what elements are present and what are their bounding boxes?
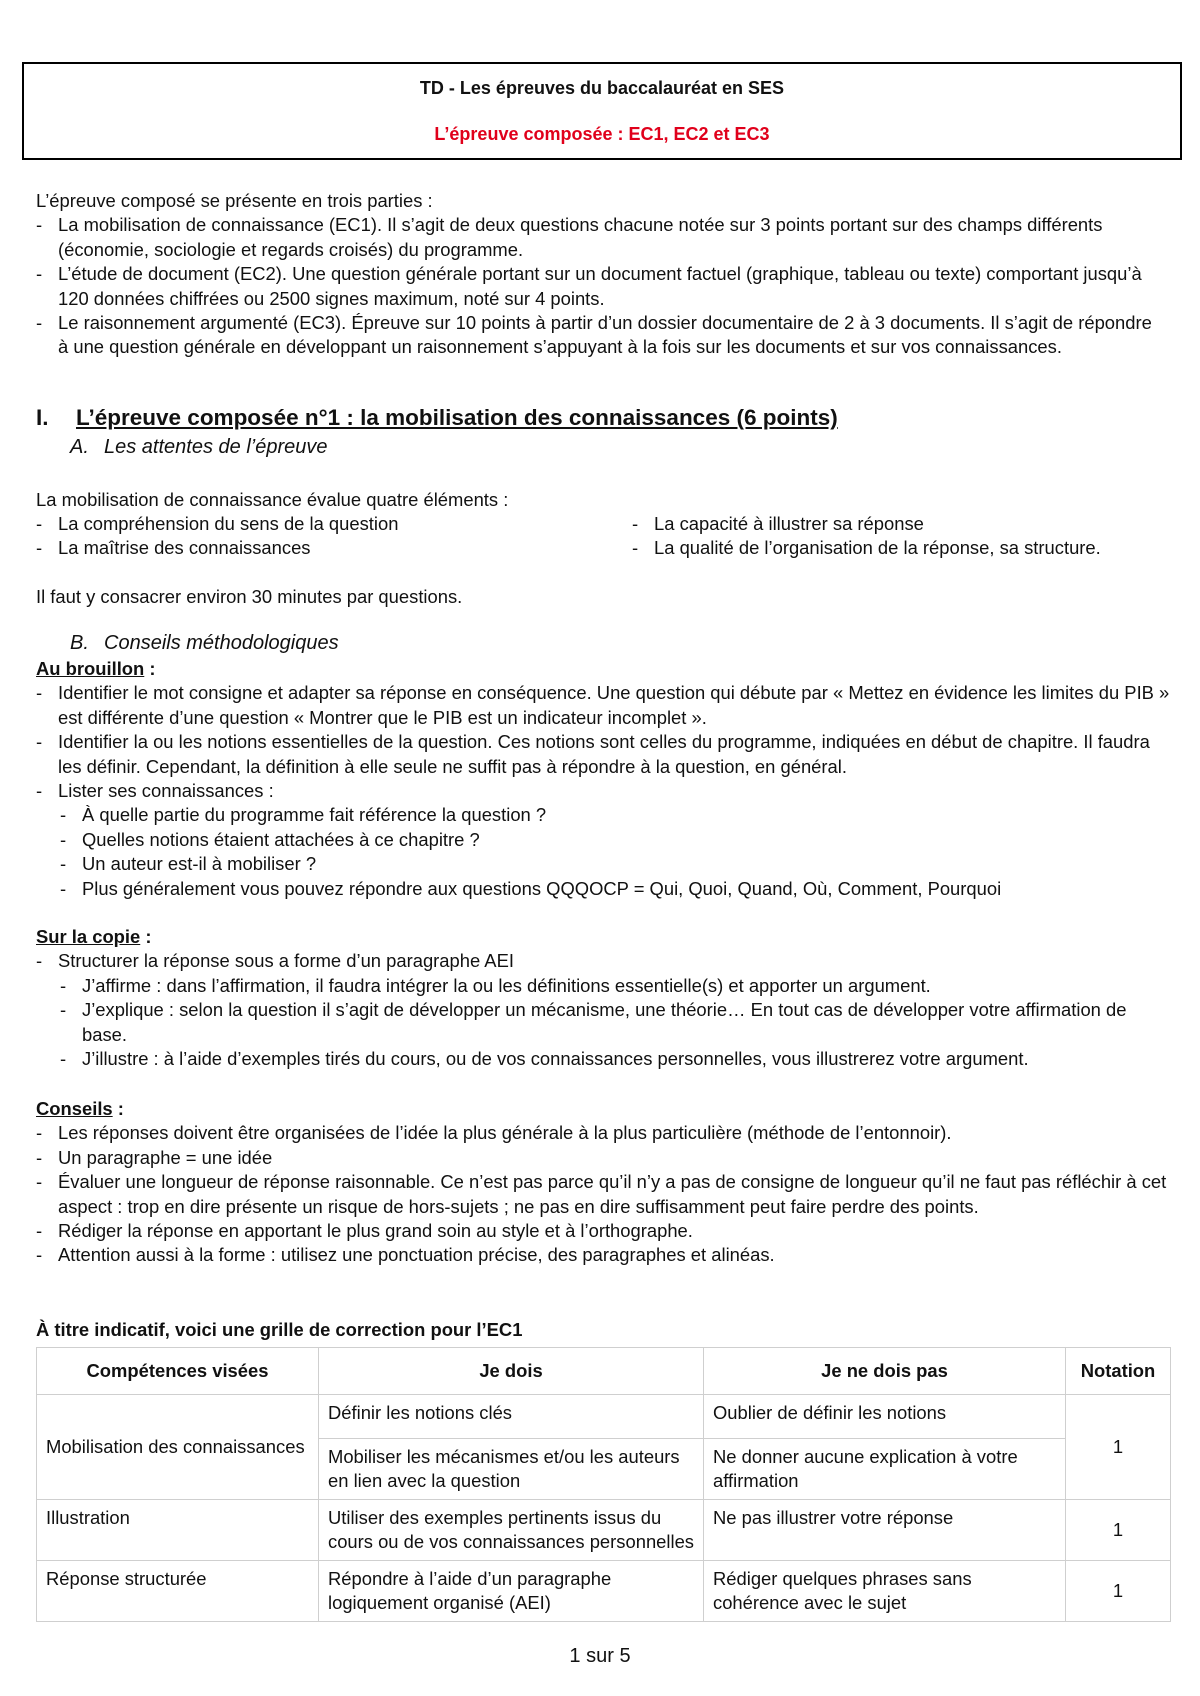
section-heading-1: [36, 405, 838, 431]
table-cell: Ne donner aucune explication à votre affirmation: [704, 1439, 1066, 1500]
list-item: - Les réponses doivent être organisées de l’idée la plus générale à la plus particulière (méthode de l’entonnoir).: [36, 1121, 1171, 1145]
list-item: - L’étude de document (EC2). Une question générale portant sur un document factuel (graphique, tableau ou texte) comportant jusqu’à 120 données chiffrées ou 2500 signes maximum, noté sur 4 points.: [36, 262, 1166, 311]
document-subtitle: L’épreuve composée : EC1, EC2 et EC3: [434, 124, 770, 144]
column-header: Je ne dois pas: [704, 1348, 1066, 1395]
table-cell: Définir les notions clés: [319, 1395, 704, 1439]
evaluation-list-left: [36, 512, 616, 561]
list-item: - La compréhension du sens de la question: [36, 512, 616, 536]
intro-section: [36, 189, 1166, 360]
table-cell: Illustration: [37, 1500, 319, 1561]
evaluation-lead: La mobilisation de connaissance évalue quatre éléments :: [36, 489, 509, 510]
evaluation-list-right: [632, 512, 1172, 561]
subsection-title: Les attentes de l’épreuve: [104, 436, 328, 458]
list-item: - Attention aussi à la forme : utilisez une ponctuation précise, des paragraphes et alinéas.: [36, 1243, 1171, 1267]
list-item: - J’affirme : dans l’affirmation, il faudra intégrer la ou les définitions essentielle(s) et apporter un argument.: [60, 974, 1171, 998]
conseils-label: Conseils :: [36, 1098, 124, 1119]
title-box: [22, 62, 1182, 160]
table-row: [37, 1500, 1171, 1561]
list-item: - Plus généralement vous pouvez répondre aux questions QQQOCP = Qui, Quoi, Quand, Où, Comment, Pourquoi: [60, 877, 1171, 901]
list-item: - La mobilisation de connaissance (EC1). Il s’agit de deux questions chacune notée sur 3 points portant sur des champs différents (économie, sociologie et regards croisés) du programme.: [36, 213, 1166, 262]
conseils-section: [36, 1097, 1171, 1268]
list-item: - Rédiger la réponse en apportant le plus grand soin au style et à l’orthographe.: [36, 1219, 1171, 1243]
column-header: Compétences visées: [37, 1348, 319, 1395]
correction-grid: [36, 1347, 1171, 1622]
document-title: TD - Les épreuves du baccalauréat en SES: [419, 78, 785, 98]
brouillon-label: Au brouillon :: [36, 658, 156, 679]
column-header: Je dois: [319, 1348, 704, 1395]
list-item: - Le raisonnement argumenté (EC3). Épreuve sur 10 points à partir d’un dossier documentaire de 2 à 3 documents. Il s’agit de répondre à une question générale en développant un raisonnement s’appuyant à la fois sur les documents et sur vos connaissances.: [36, 311, 1166, 360]
table-cell: 1: [1066, 1561, 1171, 1622]
table-cell: Répondre à l’aide d’un paragraphe logiquement organisé (AEI): [319, 1561, 704, 1622]
table-cell: Oublier de définir les notions: [704, 1395, 1066, 1439]
table-cell: Réponse structurée: [37, 1561, 319, 1622]
brouillon-section: [36, 657, 1171, 901]
time-advice: Il faut y consacrer environ 30 minutes par questions.: [36, 586, 463, 607]
table-cell: Rédiger quelques phrases sans cohérence avec le sujet: [704, 1561, 1066, 1622]
list-item: - Structurer la réponse sous a forme d’un paragraphe AEI: [36, 949, 1171, 973]
column-header: Notation: [1066, 1348, 1171, 1395]
list-item: - Quelles notions étaient attachées à ce chapitre ?: [60, 828, 1171, 852]
table-row: [37, 1561, 1171, 1622]
section-title: L’épreuve composée n°1 : la mobilisation des connaissances (6 points): [76, 405, 838, 430]
table-cell: Ne pas illustrer votre réponse: [704, 1500, 1066, 1561]
subsection-letter: B.: [70, 632, 89, 654]
subsection-title: Conseils méthodologiques: [104, 632, 339, 654]
list-item: - Un auteur est-il à mobiliser ?: [60, 852, 1171, 876]
list-item: - Identifier la ou les notions essentielles de la question. Ces notions sont celles du programme, indiquées en début de chapitre. Il faudra les définir. Cependant, la définition à elle seule ne suffit pas à répondre à la question, en général.: [36, 730, 1171, 779]
intro-lead: L’épreuve composé se présente en trois parties :: [36, 190, 433, 211]
list-item: - Évaluer une longueur de réponse raisonnable. Ce n’est pas parce qu’il n’y a pas de consigne de longueur qu’il ne faut pas réfléchir à cet aspect : trop en dire présente un risque de hors-sujets ; ne pas en dire suffisamment peut faire perdre des points.: [36, 1170, 1171, 1219]
intro-list: [36, 213, 1166, 359]
table-cell: Mobiliser les mécanismes et/ou les auteurs en lien avec la question: [319, 1439, 704, 1500]
list-item: - À quelle partie du programme fait référence la question ?: [60, 803, 1171, 827]
subsection-heading-b: [70, 632, 339, 655]
copie-label: Sur la copie :: [36, 926, 152, 947]
subsection-letter: A.: [70, 436, 89, 458]
table-cell: Mobilisation des connaissances: [37, 1395, 319, 1500]
list-item: - J’explique : selon la question il s’agit de développer un mécanisme, une théorie… En tout cas de développer votre affirmation de base.: [60, 998, 1171, 1047]
list-item: - La qualité de l’organisation de la réponse, sa structure.: [632, 536, 1172, 560]
list-item: - J’illustre : à l’aide d’exemples tirés du cours, ou de vos connaissances personnelles, vous illustrerez votre argument.: [60, 1047, 1171, 1071]
table-cell: Utiliser des exemples pertinents issus du cours ou de vos connaissances personnelles: [319, 1500, 704, 1561]
table-header-row: [37, 1348, 1171, 1395]
copie-section: [36, 925, 1171, 1071]
subsection-heading-a: [70, 436, 328, 459]
section-number: I.: [36, 405, 49, 430]
list-item: - Un paragraphe = une idée: [36, 1146, 1171, 1170]
grid-title: À titre indicatif, voici une grille de correction pour l’EC1: [36, 1319, 523, 1340]
table-row: [37, 1395, 1171, 1439]
table-cell: 1: [1066, 1395, 1171, 1500]
table-cell: 1: [1066, 1500, 1171, 1561]
list-item: - Identifier le mot consigne et adapter sa réponse en conséquence. Une question qui débute par « Mettez en évidence les limites du PIB » est différente d’une question « Montrer que le PIB est un indicateur incomplet ».: [36, 681, 1171, 730]
copie-sublist: [36, 974, 1171, 1072]
brouillon-sublist: [36, 803, 1171, 901]
page-number: 1 sur 5: [569, 1645, 631, 1667]
list-item: - Lister ses connaissances :: [36, 779, 1171, 803]
list-item: - La capacité à illustrer sa réponse: [632, 512, 1172, 536]
list-item: - La maîtrise des connaissances: [36, 536, 616, 560]
